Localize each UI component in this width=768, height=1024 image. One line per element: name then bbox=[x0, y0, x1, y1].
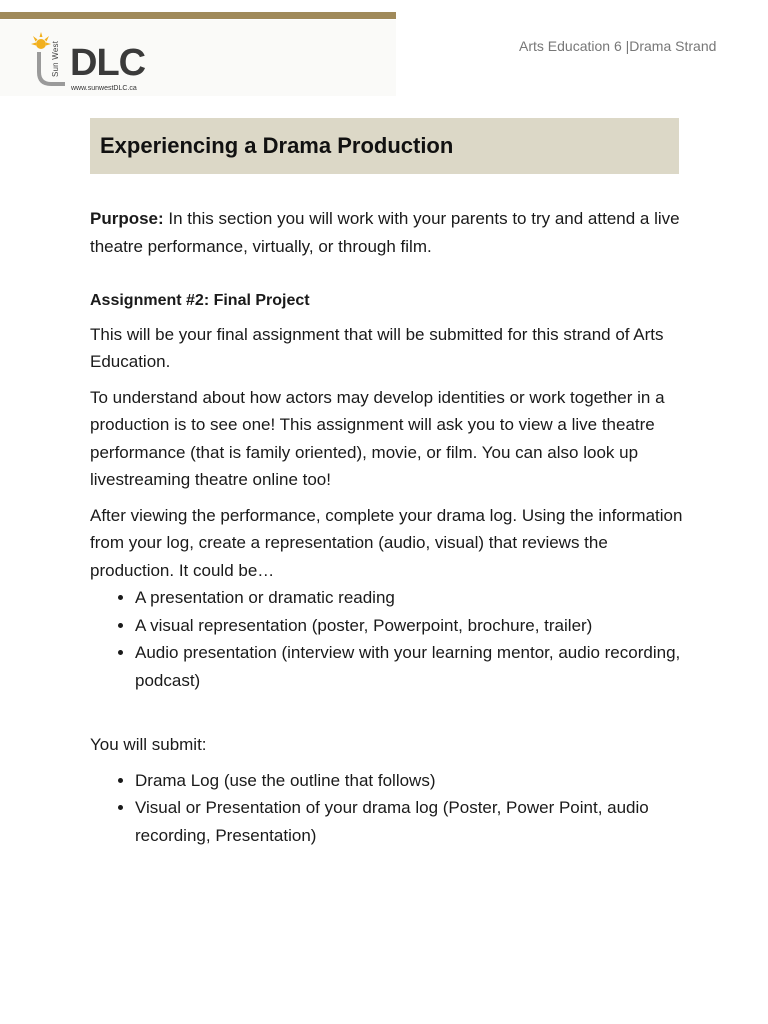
logo-wordmark: DLC bbox=[70, 42, 146, 84]
header-accent-rule bbox=[0, 12, 396, 19]
page-title: Experiencing a Drama Production bbox=[100, 133, 454, 158]
assignment-heading: Assignment #2: Final Project bbox=[90, 292, 310, 309]
assignment-paragraph-1: This will be your final assignment that will be submitted for this strand of Arts Education. bbox=[90, 324, 664, 371]
course-strand-label: Arts Education 6 |Drama Strand bbox=[519, 38, 717, 54]
list-item: • A presentation or dramatic reading bbox=[135, 584, 690, 612]
list-item: • Visual or Presentation of your drama log (Poster, Power Point, audio recording, Presentation) bbox=[135, 794, 690, 849]
purpose-text: In this section you will work with your parents to try and attend a live theatre performance, virtually, or through film. bbox=[90, 209, 680, 256]
logo-url: www.sunwestDLC.ca bbox=[71, 85, 137, 92]
title-banner bbox=[90, 118, 679, 174]
purpose-label: Purpose: bbox=[90, 209, 164, 228]
assignment-paragraph-3: After viewing the performance, complete your drama log. Using the information from your log, create a representation (audio, visual) that reviews the production. It could be… bbox=[90, 505, 683, 580]
purpose-paragraph bbox=[90, 205, 690, 260]
assignment-paragraph-2: To understand about how actors may develop identities or work together in a production is to see one! This assignment will ask you to view a live theatre performance (that is family oriented), movie, or film. You can also look up livestreaming theatre online too! bbox=[90, 387, 665, 489]
list-item: • Audio presentation (interview with your learning mentor, audio recording, podcast) bbox=[135, 639, 690, 694]
submit-intro: You will submit: bbox=[90, 735, 207, 754]
logo bbox=[0, 20, 396, 96]
list-item: • Drama Log (use the outline that follows) bbox=[135, 767, 690, 795]
submission-list bbox=[90, 767, 690, 850]
list-item: • A visual representation (poster, Powerpoint, brochure, trailer) bbox=[135, 612, 690, 640]
logo-prefix: Sun West bbox=[51, 40, 60, 77]
document-body bbox=[90, 205, 690, 849]
representation-options-list bbox=[90, 584, 690, 694]
